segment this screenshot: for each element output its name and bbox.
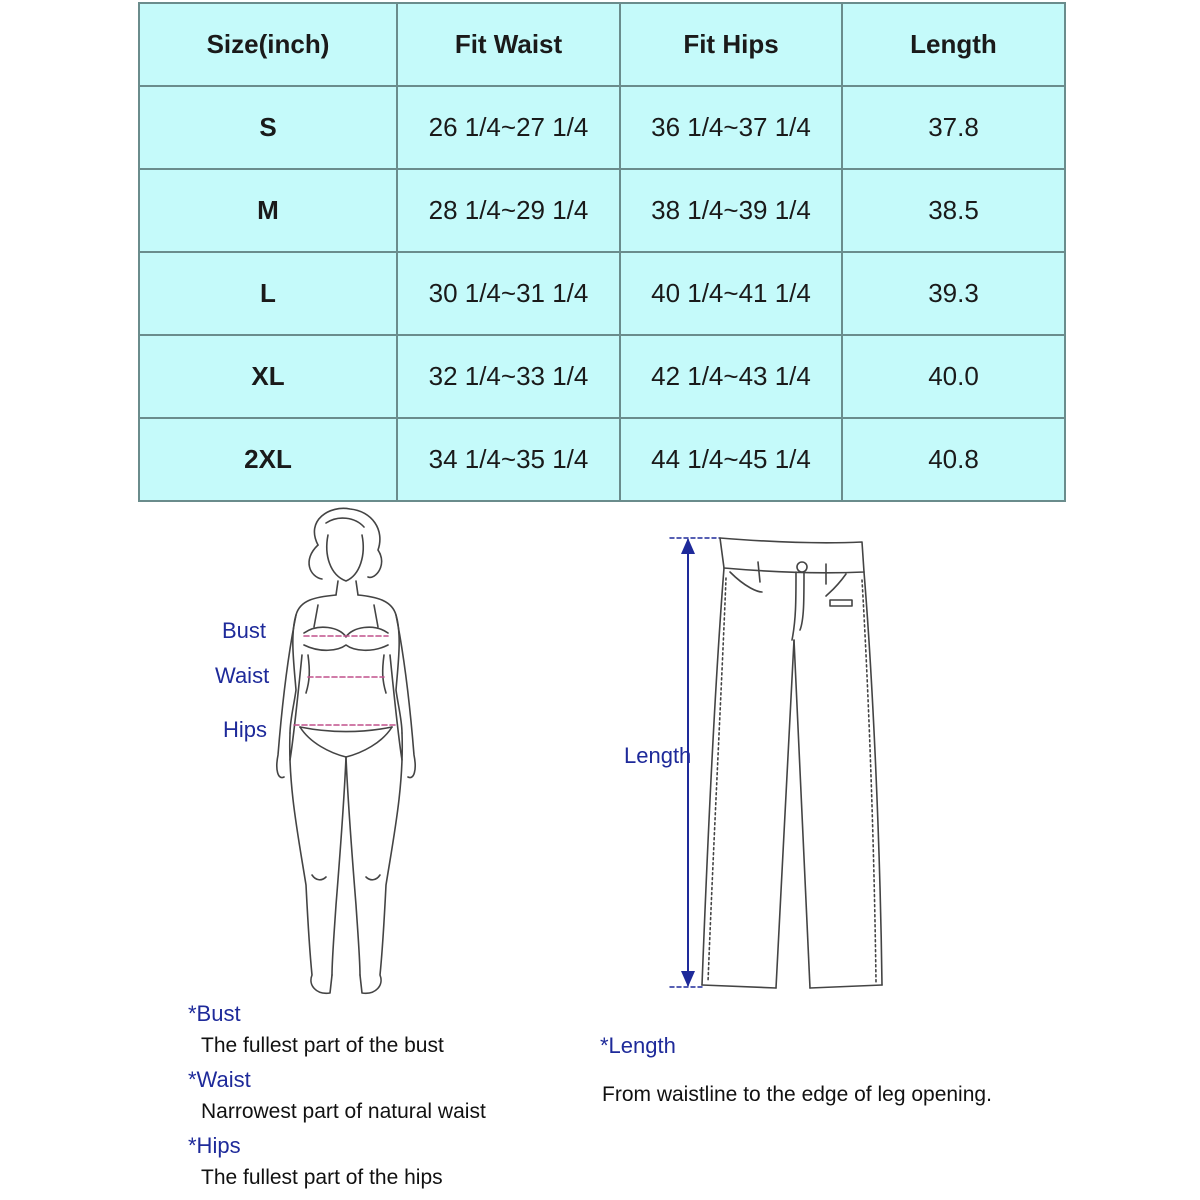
hips-cell: 36 1/4~37 1/4: [620, 86, 842, 169]
bust-note-title: *Bust: [188, 1001, 241, 1026]
waist-cell: 28 1/4~29 1/4: [397, 169, 620, 252]
hips-cell: 38 1/4~39 1/4: [620, 169, 842, 252]
size-cell: XL: [139, 335, 397, 418]
size-cell: L: [139, 252, 397, 335]
length-cell: 40.8: [842, 418, 1065, 501]
bust-note-desc: The fullest part of the bust: [201, 1034, 444, 1057]
waist-note-desc: Narrowest part of natural waist: [201, 1100, 486, 1123]
size-chart-table: [138, 2, 1066, 502]
size-cell: 2XL: [139, 418, 397, 501]
waist-note-title: *Waist: [188, 1067, 251, 1092]
length-cell: 39.3: [842, 252, 1065, 335]
length-cell: 38.5: [842, 169, 1065, 252]
hips-cell: 40 1/4~41 1/4: [620, 252, 842, 335]
hips-cell: 44 1/4~45 1/4: [620, 418, 842, 501]
header-length: Length: [842, 3, 1065, 86]
hips-note-title: *Hips: [188, 1133, 241, 1158]
length-note-desc: From waistline to the edge of leg opening.: [602, 1083, 992, 1106]
waist-cell: 34 1/4~35 1/4: [397, 418, 620, 501]
header-fit-waist: Fit Waist: [397, 3, 620, 86]
waist-cell: 26 1/4~27 1/4: [397, 86, 620, 169]
body-figure-illustration: [260, 505, 430, 1000]
hips-label: Hips: [223, 717, 268, 742]
table-row: [139, 169, 1065, 252]
length-cell: 37.8: [842, 86, 1065, 169]
length-cell: 40.0: [842, 335, 1065, 418]
waist-cell: 32 1/4~33 1/4: [397, 335, 620, 418]
waist-label: Waist: [215, 663, 270, 688]
waist-cell: 30 1/4~31 1/4: [397, 252, 620, 335]
table-header-row: [139, 3, 1065, 86]
length-note-title: *Length: [600, 1033, 676, 1058]
length-label: Length: [624, 743, 692, 768]
table-row: [139, 86, 1065, 169]
table-row: [139, 252, 1065, 335]
size-cell: S: [139, 86, 397, 169]
hips-cell: 42 1/4~43 1/4: [620, 335, 842, 418]
bust-label: Bust: [222, 618, 267, 643]
header-size: Size(inch): [139, 3, 397, 86]
size-cell: M: [139, 169, 397, 252]
hips-note-desc: The fullest part of the hips: [201, 1166, 443, 1189]
header-fit-hips: Fit Hips: [620, 3, 842, 86]
table-row: [139, 335, 1065, 418]
table-row: [139, 418, 1065, 501]
